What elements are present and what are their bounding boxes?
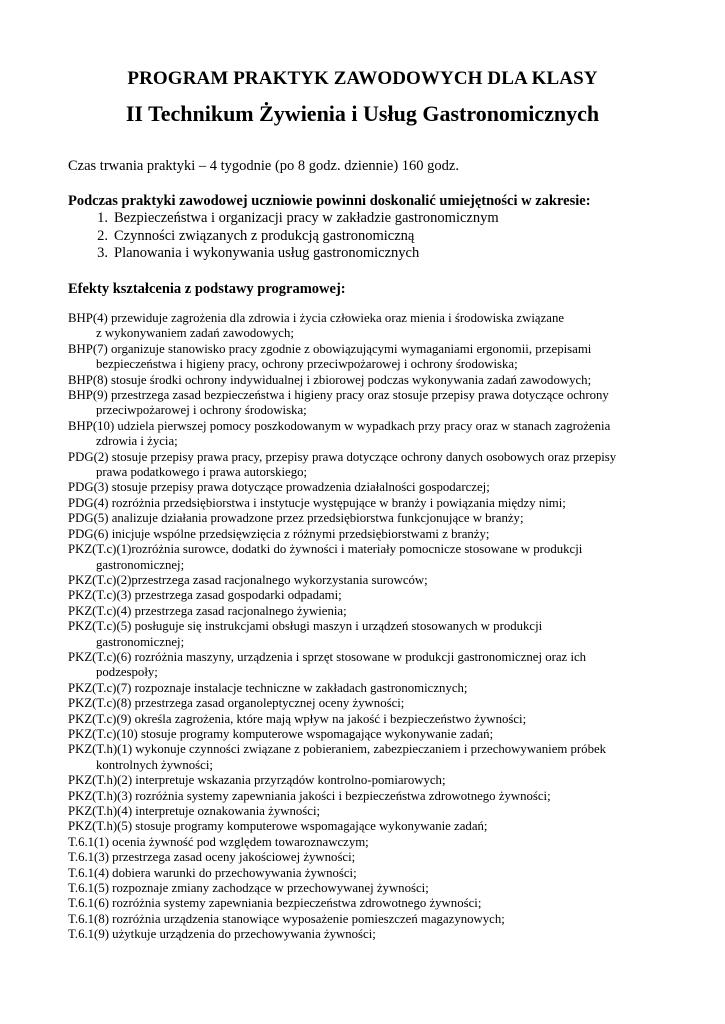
effect-item [68, 511, 668, 526]
effect-item [68, 342, 668, 373]
effect-line: PKZ(T.c)(7) rozpoznaje instalacje techniczne w zakładach gastronomicznych; [68, 680, 468, 695]
effect-item [68, 311, 668, 342]
effect-line: PKZ(T.h)(1) wykonuje czynności związane z pobieraniem, zabezpieczaniem i przechowywaniem próbek [68, 742, 607, 757]
list-text: Planowania i wykonywania usług gastronomicznych [114, 245, 420, 261]
list-item [68, 245, 499, 263]
effect-item [68, 773, 668, 788]
effect-continuation: podzespoły; [96, 665, 158, 680]
effect-line: PKZ(T.h)(5) stosuje programy komputerowe wspomagające wykonywanie zadań; [68, 819, 488, 834]
effect-continuation: gastronomicznej; [96, 634, 185, 649]
effect-line: PKZ(T.c)(1)rozróżnia surowce, dodatki do żywności i materiały pomocnicze stosowane w produkcji [68, 542, 583, 557]
list-item [68, 210, 499, 228]
effect-line: T.6.1(8) rozróżnia urządzenia stanowiące wyposażenie pomieszczeń magazynowych; [68, 911, 505, 926]
effect-line: PKZ(T.c)(2)przestrzega zasad racjonalnego wykorzystania surowców; [68, 572, 428, 587]
document-title: PROGRAM PRAKTYK ZAWODOWYCH DLA KLASY [127, 68, 598, 89]
effect-item [68, 681, 668, 696]
effect-line: BHP(10) udziela pierwszej pomocy poszkodowanym w wypadkach przy pracy oraz w stanach zagrożenia [68, 418, 611, 433]
effect-line: BHP(8) stosuje środki ochrony indywidualnej i zbiorowej podczas wykonywania zadań zawodowych; [68, 372, 592, 387]
effect-item [68, 419, 668, 450]
list-item [68, 228, 499, 246]
effect-item [68, 388, 668, 419]
duration-text: Czas trwania praktyki – 4 tygodnie (po 8 godz. dziennie) 160 godz. [68, 158, 459, 174]
effect-continuation: prawa podatkowego i prawa autorskiego; [96, 465, 308, 480]
list-number: 3. [97, 245, 108, 261]
effect-line: PKZ(T.c)(3) przestrzega zasad gospodarki odpadami; [68, 588, 342, 603]
effect-line: PKZ(T.c)(10) stosuje programy komputerowe wspomagające wykonywanie zadań; [68, 726, 494, 741]
effect-item [68, 480, 668, 495]
effect-item [68, 881, 668, 896]
effect-line: PKZ(T.h)(4) interpretuje oznakowania żywności; [68, 804, 321, 818]
effect-continuation: zdrowia i życia; [96, 434, 178, 449]
effect-line: T.6.1(5) rozpoznaje zmiany zachodzące w przechowywanej żywności; [68, 881, 429, 896]
effect-continuation: gastronomicznej; [96, 557, 185, 572]
effect-item [68, 850, 668, 865]
effect-item [68, 742, 668, 773]
effect-line: PKZ(T.h)(2) interpretuje wskazania przyrządów kontrolno-pomiarowych; [68, 773, 446, 788]
effect-item [68, 496, 668, 511]
document-subtitle: II Technikum Żywienia i Usług Gastronomicznych [125, 101, 600, 126]
effect-line: PKZ(T.c)(4) przestrzega zasad racjonalnego żywienia; [68, 603, 347, 618]
effects-list [68, 311, 668, 943]
effect-item [68, 835, 668, 850]
effect-line: PKZ(T.c)(9) określa zagrożenia, które mają wpływ na jakość i bezpieczeństwo żywności; [68, 711, 527, 726]
effect-item [68, 789, 668, 804]
effect-line: BHP(7) organizuje stanowisko pracy zgodnie z obowiązującymi wymaganiami ergonomii, przepisami [68, 341, 592, 356]
effects-heading: Efekty kształcenia z podstawy programowej: [68, 281, 346, 297]
effect-line: PDG(3) stosuje przepisy prawa dotyczące prowadzenia działalności gospodarczej; [68, 480, 490, 495]
effect-line: T.6.1(9) użytkuje urządzenia do przechowywania żywności; [68, 927, 376, 942]
list-number: 2. [97, 227, 108, 244]
effect-item [68, 650, 668, 681]
effect-item [68, 819, 668, 834]
effect-line: PDG(6) inicjuje wspólne przedsięwzięcia z różnymi przedsiębiorstwami z branży; [68, 526, 490, 541]
effect-line: PKZ(T.c)(6) rozróżnia maszyny, urządzenia i sprzęt stosowane w produkcji gastronomicznej oraz ich [68, 649, 587, 664]
effect-line: T.6.1(3) przestrzega zasad oceny jakościowej żywności; [68, 850, 356, 865]
effect-item [68, 588, 668, 603]
effect-item [68, 866, 668, 881]
effect-item [68, 804, 668, 819]
list-text: Czynności związanych z produkcją gastronomiczną [114, 227, 415, 244]
effect-continuation: kontrolnych żywności; [96, 757, 213, 772]
effect-line: PDG(5) analizuje działania prowadzone przez przedsiębiorstwa funkcjonujące w branży; [68, 511, 524, 526]
effect-item [68, 604, 668, 619]
effect-line: BHP(9) przestrzega zasad bezpieczeństwa i higieny pracy oraz stosuje przepisy prawa dotyczące ochrony [68, 388, 609, 403]
skills-list [68, 210, 499, 263]
effect-item [68, 927, 668, 942]
effect-item [68, 527, 668, 542]
list-number: 1. [97, 210, 108, 226]
effect-continuation: przeciwpożarowej i ochrony środowiska; [96, 403, 307, 418]
effect-line: PKZ(T.c)(8) przestrzega zasad organoleptycznej oceny żywności; [68, 696, 405, 711]
effect-item [68, 373, 668, 388]
effect-line: T.6.1(6) rozróżnia systemy zapewniania bezpieczeństwa zdrowotnego żywności; [68, 896, 482, 911]
effect-item [68, 727, 668, 742]
effect-line: PDG(4) rozróżnia przedsiębiorstwa i instytucje występujące w branży i powiązania między nimi; [68, 495, 566, 510]
effect-item [68, 573, 668, 588]
effect-line: PDG(2) stosuje przepisy prawa pracy, przepisy prawa dotyczące ochrony danych osobowych oraz przepisy [68, 449, 617, 464]
effect-item [68, 712, 668, 727]
effect-line: BHP(4) przewiduje zagrożenia dla zdrowia i życia człowieka oraz mienia i środowiska związane [68, 311, 565, 325]
effect-item [68, 912, 668, 927]
effect-continuation: bezpieczeństwa i higieny pracy, ochrony przeciwpożarowej i ochrony środowiska; [96, 357, 518, 372]
effect-item [68, 450, 668, 481]
effect-item [68, 619, 668, 650]
skills-heading: Podczas praktyki zawodowej uczniowie powinni doskonalić umiejętności w zakresie: [68, 193, 591, 209]
effect-line: PKZ(T.c)(5) posługuje się instrukcjami obsługi maszyn i urządzeń stosowanych w produkcji [68, 619, 543, 634]
effect-line: PKZ(T.h)(3) rozróżnia systemy zapewniania jakości i bezpieczeństwa zdrowotnego żywności; [68, 788, 551, 803]
effect-line: T.6.1(1) ocenia żywność pod względem towaroznawczym; [68, 834, 369, 849]
effect-item [68, 896, 668, 911]
effect-item [68, 696, 668, 711]
effect-line: T.6.1(4) dobiera warunki do przechowywania żywności; [68, 865, 357, 880]
effect-continuation: z wykonywaniem zadań zawodowych; [96, 326, 294, 341]
list-text: Bezpieczeństwa i organizacji pracy w zakładzie gastronomicznym [114, 210, 499, 226]
effect-item [68, 542, 668, 573]
